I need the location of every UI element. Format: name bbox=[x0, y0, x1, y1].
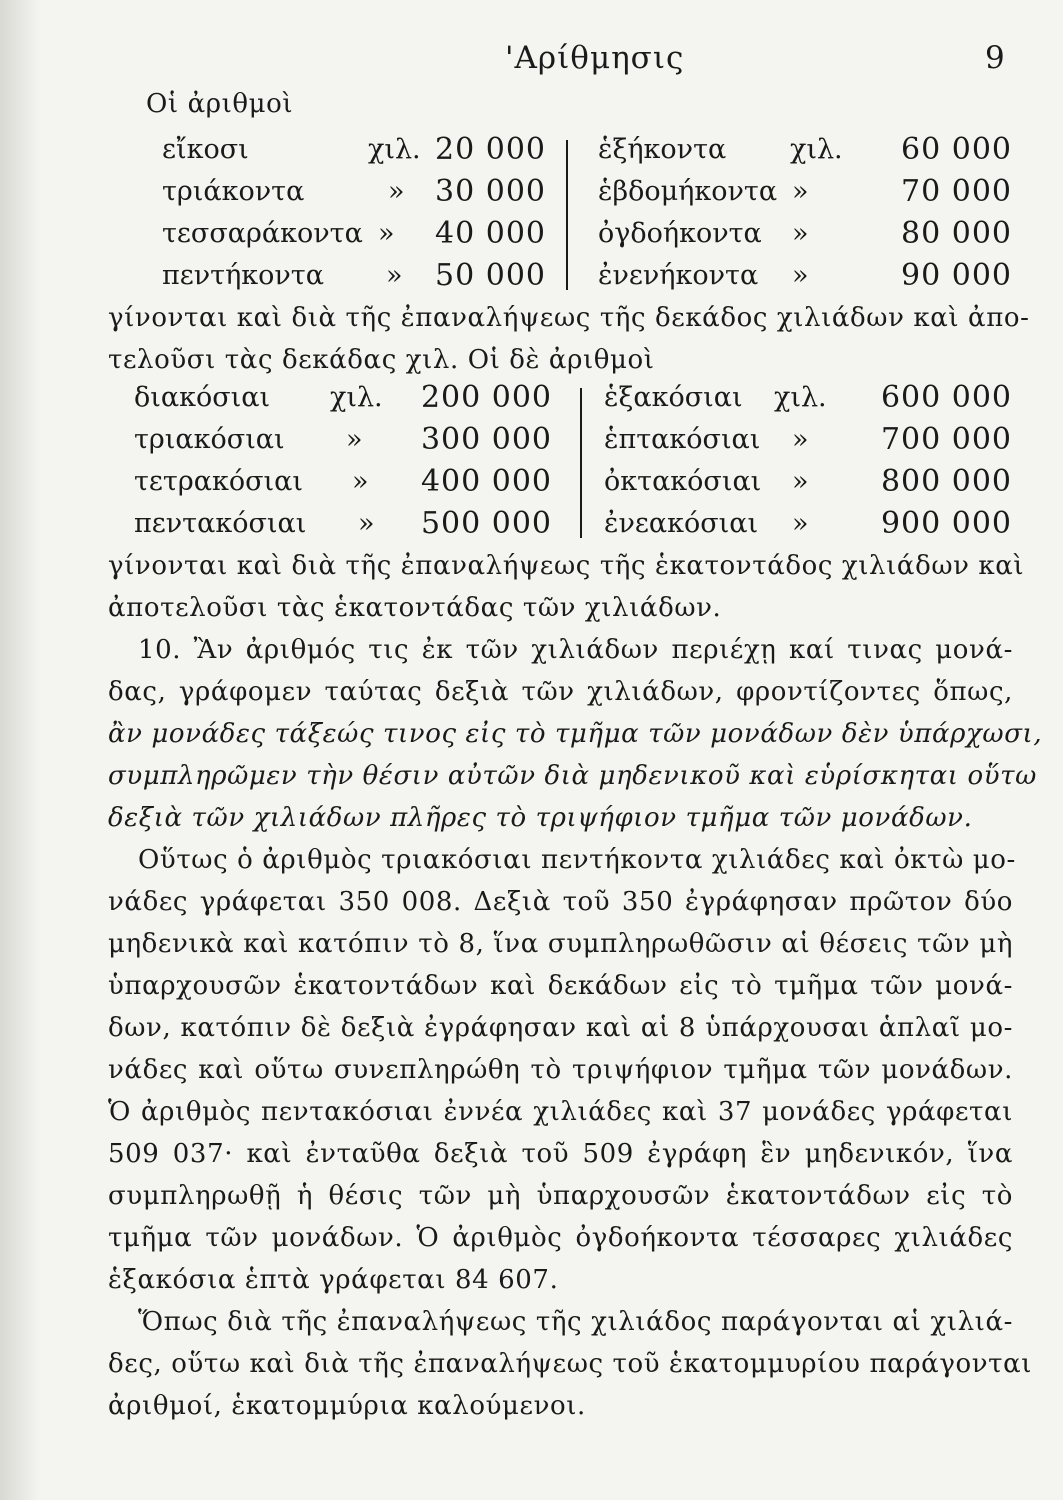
thousands-table bbox=[0, 128, 1063, 298]
table-divider bbox=[580, 388, 582, 538]
table-value: 90 000 bbox=[901, 258, 1012, 293]
table-unit: » bbox=[346, 424, 363, 455]
table-word: ἑπτακόσιαι bbox=[604, 424, 761, 455]
table-value: 200 000 bbox=[420, 380, 552, 415]
paragraph-line: ἀριθμοί, ἑκατομμύρια καλούμενοι. bbox=[108, 1391, 586, 1421]
table-word: εἴκοσι bbox=[162, 134, 249, 165]
paragraph-line: δων, κατόπιν δὲ δεξιὰ ἐγράφησαν καὶ αἱ 8 ὑπάρχουσαι ἁπλαῖ μο- bbox=[108, 1013, 1013, 1043]
table-word: πεντήκοντα bbox=[162, 260, 324, 291]
paragraph-line: Ὁ ἀριθμὸς πεντακόσιαι ἐννέα χιλιάδες καὶ 37 μονάδες γράφεται bbox=[108, 1097, 1013, 1127]
table-value: 500 000 bbox=[420, 506, 552, 541]
table-unit: » bbox=[792, 218, 809, 249]
paragraph-line: νάδες καὶ οὕτω συνεπληρώθη τὸ τριψήφιον τμῆμα τῶν μονάδων. bbox=[108, 1055, 1013, 1085]
table-word: ὀγδοήκοντα bbox=[598, 218, 762, 249]
section-10-line: δας, γράφομεν ταύτας δεξιὰ τῶν χιλιάδων, φροντίζοντες ὅπως, bbox=[108, 677, 1013, 707]
section-10-line: 10. Ἂν ἀριθμός τις ἐκ τῶν χιλιάδων περιέχῃ καί τινας μονά- bbox=[138, 635, 1013, 665]
table-unit: » bbox=[388, 176, 405, 207]
table-word: ἑξήκοντα bbox=[598, 134, 727, 165]
table-value: 900 000 bbox=[880, 506, 1012, 541]
paragraph-line: ἑξακόσια ἑπτὰ γράφεται 84 607. bbox=[108, 1265, 559, 1295]
table-unit: » bbox=[792, 260, 809, 291]
paragraph-line: γίνονται καὶ διὰ τῆς ἐπαναλήψεως τῆς ἑκατοντάδος χιλιάδων καὶ bbox=[108, 551, 1025, 581]
table-unit: χιλ. bbox=[774, 382, 827, 413]
table-word: πεντακόσιαι bbox=[134, 508, 307, 539]
page-number: 9 bbox=[985, 40, 1005, 76]
paragraph-line: δες, οὕτω καὶ διὰ τῆς ἐπαναλήψεως τοῦ ἑκατομμυρίου παράγονται bbox=[108, 1349, 1033, 1379]
paragraph-line: ἀποτελοῦσι τὰς ἑκατοντάδας τῶν χιλιάδων. bbox=[108, 593, 722, 623]
page-title: 'Αρίθμησις bbox=[505, 40, 685, 76]
table-value: 80 000 bbox=[901, 216, 1012, 251]
paragraph-line: 509 037· καὶ ἐνταῦθα δεξιὰ τοῦ 509 ἐγράφη ἓν μηδενικόν, ἵνα bbox=[108, 1139, 1013, 1169]
paragraph-line: Ὅπως διὰ τῆς ἐπαναλήψεως τῆς χιλιάδος παράγονται αἱ χιλιά- bbox=[138, 1307, 1013, 1337]
table-word: τριακόσιαι bbox=[134, 424, 285, 455]
section-10-line: συμπληρῶμεν τὴν θέσιν αὐτῶν διὰ μηδενικοῦ καὶ εὑρίσκηται οὕτω bbox=[108, 761, 1037, 791]
table-unit: χιλ. bbox=[368, 134, 421, 165]
table-value: 400 000 bbox=[420, 464, 552, 499]
table-divider bbox=[566, 140, 568, 290]
paragraph-line: Οὕτως ὁ ἀριθμὸς τριακόσιαι πεντήκοντα χιλιάδες καὶ ὀκτὼ μο- bbox=[138, 845, 1016, 875]
table-unit: » bbox=[792, 424, 809, 455]
table-word: ἑβδομήκοντα bbox=[598, 176, 778, 207]
table-unit: » bbox=[352, 466, 369, 497]
table-unit: » bbox=[792, 176, 809, 207]
table-word: τετρακόσιαι bbox=[134, 466, 303, 497]
paragraph-line: νάδες γράφεται 350 008. Δεξιὰ τοῦ 350 ἐγράφησαν πρῶτον δύο bbox=[108, 887, 1013, 917]
table-unit: χιλ. bbox=[790, 134, 843, 165]
table-value: 50 000 bbox=[435, 258, 546, 293]
table-word: ἐνεακόσιαι bbox=[604, 508, 759, 539]
section-10-line: δεξιὰ τῶν χιλιάδων πλῆρες τὸ τριψήφιον τμῆμα τῶν μονάδων. bbox=[108, 803, 973, 833]
paragraph-line: συμπληρωθῇ ἡ θέσις τῶν μὴ ὑπαρχουσῶν ἑκατοντάδων εἰς τὸ bbox=[108, 1181, 1013, 1211]
table-unit: » bbox=[358, 508, 375, 539]
table-word: διακόσιαι bbox=[134, 382, 271, 413]
paragraph-line: μηδενικὰ καὶ κατόπιν τὸ 8, ἵνα συμπληρωθῶσιν αἱ θέσεις τῶν μὴ bbox=[108, 929, 1013, 959]
table-value: 700 000 bbox=[880, 422, 1012, 457]
table-value: 300 000 bbox=[420, 422, 552, 457]
table-unit: » bbox=[378, 218, 395, 249]
section-10-line: ἂν μονάδες τάξεώς τινος εἰς τὸ τμῆμα τῶν μονάδων δὲν ὑπάρχωσι, bbox=[108, 719, 1043, 749]
table-value: 30 000 bbox=[435, 174, 546, 209]
table-word: τριάκοντα bbox=[162, 176, 305, 207]
table-value: 60 000 bbox=[901, 132, 1012, 167]
paragraph-line: τελοῦσι τὰς δεκάδας χιλ. Οἱ δὲ ἀριθμοὶ bbox=[108, 345, 655, 375]
running-header bbox=[0, 40, 1063, 90]
paragraph-line: γίνονται καὶ διὰ τῆς ἐπαναλήψεως τῆς δεκάδος χιλιάδων καὶ ἀπο- bbox=[108, 303, 1030, 333]
table-word: τεσσαράκοντα bbox=[162, 218, 363, 249]
paragraph-line: ὑπαρχουσῶν ἑκατοντάδων καὶ δεκάδων εἰς τὸ τμῆμα τῶν μονά- bbox=[108, 971, 1013, 1001]
table-unit: » bbox=[386, 260, 403, 291]
table-value: 600 000 bbox=[880, 380, 1012, 415]
intro-line: Οἱ ἀριθμοὶ bbox=[146, 89, 294, 119]
table-value: 20 000 bbox=[435, 132, 546, 167]
table-value: 70 000 bbox=[901, 174, 1012, 209]
table-unit: » bbox=[792, 508, 809, 539]
table-value: 40 000 bbox=[435, 216, 546, 251]
table-unit: χιλ. bbox=[330, 382, 383, 413]
table-word: ἑξακόσιαι bbox=[604, 382, 743, 413]
table-word: ἐνενήκοντα bbox=[598, 260, 759, 291]
paragraph-line: τμῆμα τῶν μονάδων. Ὁ ἀριθμὸς ὀγδοήκοντα τέσσαρες χιλιάδες bbox=[108, 1223, 1013, 1253]
table-word: ὀκτακόσιαι bbox=[604, 466, 762, 497]
table-value: 800 000 bbox=[880, 464, 1012, 499]
table-unit: » bbox=[792, 466, 809, 497]
hundred-thousands-table bbox=[0, 376, 1063, 546]
